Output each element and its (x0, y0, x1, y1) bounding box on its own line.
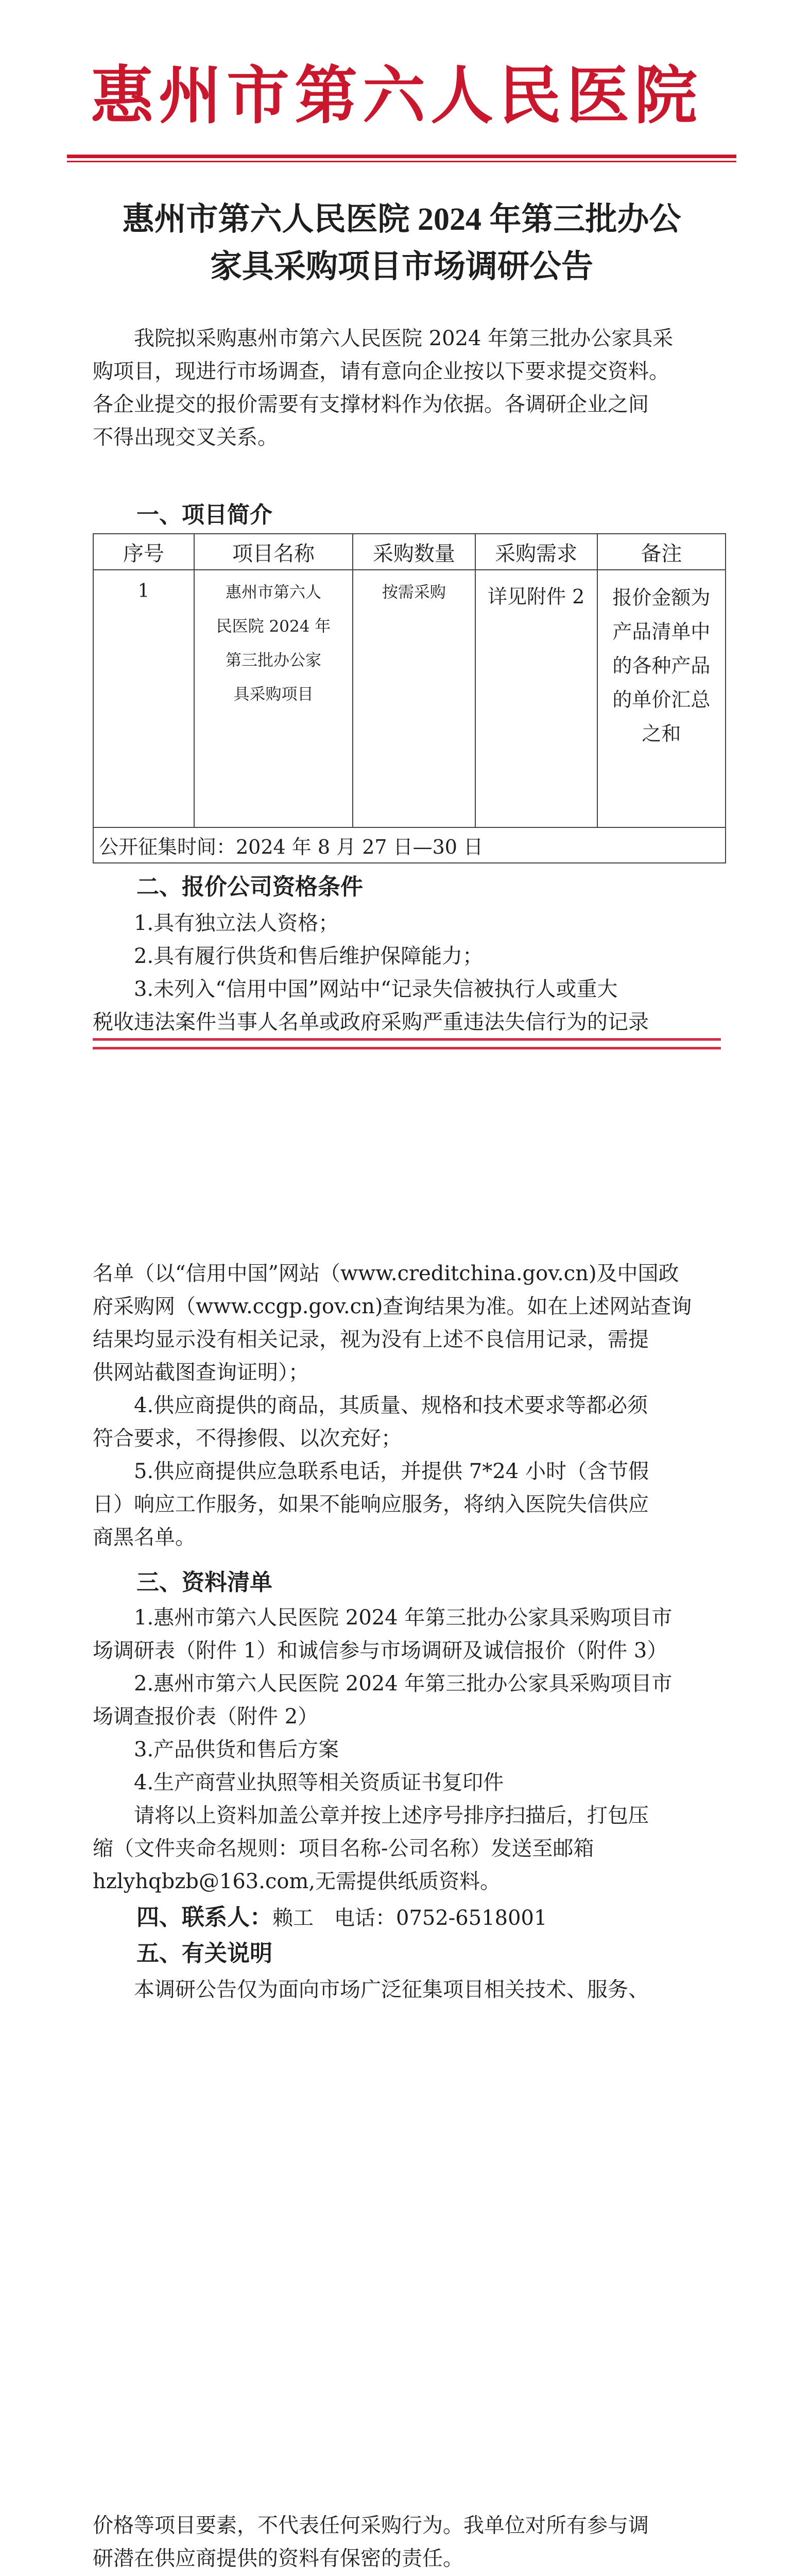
header-rule-thick (67, 155, 736, 158)
note-line: 之和 (642, 722, 681, 745)
notes-continued (93, 2509, 731, 2575)
material-line: 请将以上资料加盖公章并按上述序号排序扫描后，打包压 (134, 1804, 649, 1827)
table-row (93, 570, 726, 827)
name-line: 具采购项目 (233, 685, 314, 704)
name-line: 民医院 2024 年 (216, 617, 331, 636)
qualification-line: 日）响应工作服务，如果不能响应服务，将纳入医院失信供应 (93, 1493, 649, 1516)
row-requirement: 详见附件 2 (475, 570, 597, 827)
hospital-name-header: 惠州市第六人民医院 (91, 58, 702, 132)
notes-line: 价格等项目要素，不代表任何采购行为。我单位对所有参与调 (93, 2514, 649, 2537)
intro-line: 我院拟采购惠州市第六人民医院 2024 年第三批办公家具采 (134, 327, 674, 350)
title-line-1: 惠州市第六人民医院 2024 年第三批办公 (122, 202, 681, 237)
qualification-line: 2.具有履行供货和售后维护保障能力； (134, 944, 484, 968)
section-heading-contact: 四、联系人： (136, 1904, 272, 1930)
title-line-2: 家具采购项目市场调研公告 (210, 249, 593, 284)
row-quantity: 按需采购 (353, 570, 475, 827)
intro-line: 购项目，现进行市场调查，请有意向企业按以下要求提交资料。 (93, 360, 669, 383)
material-line: 4.生产商营业执照等相关资质证书复印件 (134, 1771, 504, 1794)
collection-period: 公开征集时间：2024 年 8 月 27 日—30 日 (93, 827, 726, 863)
qualifications-list (93, 907, 731, 1039)
intro-line: 各企业提交的报价需要有支撑材料作为依据。各调研企业之间 (93, 393, 649, 416)
qualification-line: 5.供应商提供应急联系电话，并提供 7*24 小时（含节假 (134, 1460, 649, 1483)
material-line: 缩（文件夹命名规则：项目名称-公司名称）发送至邮箱 (93, 1837, 594, 1860)
note-line: 报价金额为 (612, 586, 711, 609)
section-heading-qualifications: 二、报价公司资格条件 (136, 874, 363, 900)
material-line: 2.惠州市第六人民医院 2024 年第三批办公家具采购项目市 (134, 1672, 673, 1696)
qualification-line: 供网站截图查询证明）； (93, 1361, 309, 1384)
page-bottom-rule-1 (93, 1038, 721, 1041)
material-line: 3.产品供货和售后方案 (134, 1738, 339, 1761)
table-header-cell: 采购数量 (353, 534, 475, 570)
table-header-row (93, 534, 726, 570)
table-header-cell: 项目名称 (194, 534, 353, 570)
row-project-name (194, 570, 353, 827)
qualification-line: 府采购网（www.ccgp.gov.cn)查询结果为准。如在上述网站查询 (93, 1295, 692, 1318)
name-line: 惠州市第六人 (226, 583, 321, 602)
row-index: 1 (93, 570, 194, 827)
qualification-line: 商黑名单。 (93, 1526, 196, 1549)
qualification-line: 结果均显示没有相关记录，视为没有上述不良信用记录，需提 (93, 1328, 649, 1351)
notes-line: 研潜在供应商提供的资料有保密的责任。 (93, 2547, 463, 2570)
name-line: 第三批办公家 (226, 651, 321, 670)
qualification-line: 符合要求，不得掺假、以次充好； (93, 1427, 402, 1450)
table-header-cell: 备注 (597, 534, 726, 570)
page-bottom-rule-2 (93, 1047, 721, 1049)
qualification-line: 3.未列入“信用中国”网站中“记录失信被执行人或重大 (134, 977, 618, 1001)
qualification-line: 4.供应商提供的商品，其质量、规格和技术要求等都必须 (134, 1394, 648, 1417)
material-line: 场调研表（附件 1）和诚信参与市场调研及诚信报价（附件 3） (93, 1639, 668, 1663)
material-line: hzlyhqbzb@163.com,无需提供纸质资料。 (93, 1870, 501, 1893)
note-line: 的各种产品 (612, 654, 711, 677)
section-heading-materials: 三、资料清单 (136, 1569, 272, 1596)
material-line: 1.惠州市第六人民医院 2024 年第三批办公家具采购项目市 (134, 1606, 673, 1630)
project-table (93, 533, 726, 863)
qualification-line: 名单（以“信用中国”网站（www.creditchina.gov.cn)及中国政 (93, 1262, 679, 1285)
notes-line: 本调研公告仅为面向市场广泛征集项目相关技术、服务、 (134, 1978, 649, 2002)
note-line: 产品清单中 (612, 620, 711, 643)
qualifications-continued (93, 1257, 731, 1554)
section-heading-notes: 五、有关说明 (136, 1940, 272, 1967)
material-line: 场调查报价表（附件 2） (93, 1705, 319, 1728)
note-line: 的单价汇总 (612, 688, 711, 711)
table-header-cell: 序号 (93, 534, 194, 570)
intro-line: 不得出现交叉关系。 (93, 426, 278, 449)
header-rule-thin (67, 161, 736, 162)
section-heading-project-summary: 一、项目简介 (136, 502, 272, 528)
row-note (597, 570, 726, 827)
contact-text: 赖工 电话：0752-6518001 (272, 1906, 547, 1930)
document-title (77, 196, 726, 291)
qualification-line: 1.具有独立法人资格； (134, 911, 339, 935)
materials-list (93, 1601, 731, 1898)
table-period-row (93, 827, 726, 863)
contact-line (136, 1901, 547, 1935)
intro-paragraph (93, 322, 731, 454)
table-header-cell: 采购需求 (475, 534, 597, 570)
qualification-line: 税收违法案件当事人名单或政府采购严重违法失信行为的记录 (93, 1010, 649, 1034)
